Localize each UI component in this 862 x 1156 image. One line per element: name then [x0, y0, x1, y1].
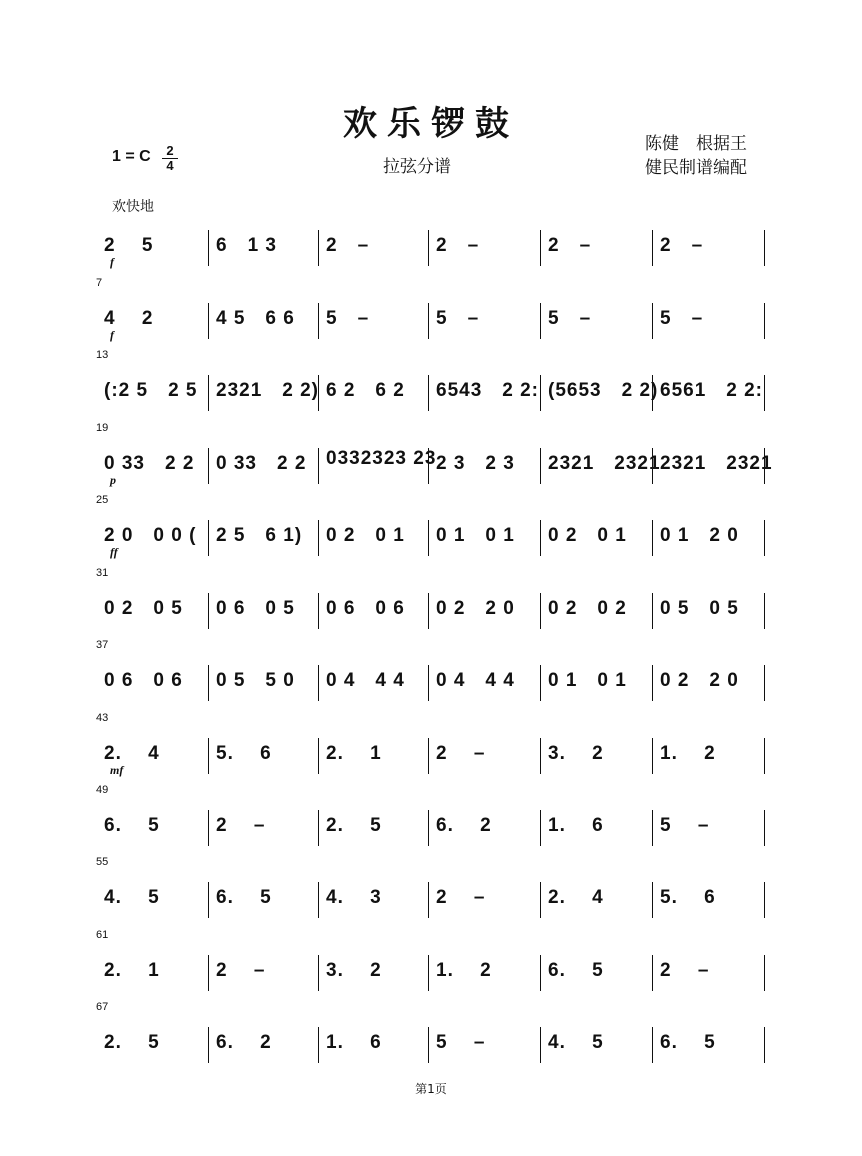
measure — [318, 210, 426, 270]
barline — [208, 955, 209, 991]
barline — [318, 448, 319, 484]
measure — [652, 428, 773, 488]
measure — [208, 573, 316, 633]
barline — [540, 375, 541, 411]
credit-line-2: 健民制谱编配 — [645, 158, 747, 178]
measure — [318, 645, 426, 705]
measure — [540, 645, 648, 705]
measure-notes: 1. 6 — [326, 1032, 382, 1053]
measure-notes: 0 6 0 6 — [326, 598, 405, 619]
barline — [428, 375, 429, 411]
measure-notes: 6. 2 — [436, 815, 492, 836]
measure-notes: 0332323 23 — [326, 448, 437, 469]
credit-line-1: 陈健 根据王 — [645, 134, 747, 154]
measure-notes: 2321 2 2) — [216, 380, 320, 401]
measure — [208, 500, 316, 560]
barline — [318, 665, 319, 701]
barline — [540, 448, 541, 484]
barline-end — [764, 738, 765, 774]
measure-notes: 5 – — [436, 308, 480, 329]
barline — [208, 375, 209, 411]
subtitle: 拉弦分谱 — [383, 157, 451, 177]
measure-notes: 2 5 6 1) — [216, 525, 303, 546]
barline — [540, 882, 541, 918]
barline — [540, 593, 541, 629]
measure-notes: 1. 2 — [660, 743, 716, 764]
system — [96, 712, 776, 778]
measure-notes: 6. 2 — [216, 1032, 272, 1053]
measure-number: 37 — [96, 639, 109, 651]
measure — [318, 428, 437, 488]
measure-notes: 4. 5 — [104, 887, 160, 908]
barline-end — [764, 230, 765, 266]
measure — [428, 283, 536, 343]
measure-notes: 5 – — [660, 815, 710, 836]
measure — [96, 862, 204, 922]
measure — [96, 935, 204, 995]
measure-notes: 4 2 — [104, 308, 154, 329]
measure — [318, 283, 426, 343]
barline — [318, 230, 319, 266]
page-title: 欢乐锣鼓 — [343, 104, 519, 144]
measure — [652, 573, 760, 633]
measure — [540, 500, 648, 560]
measure — [208, 355, 320, 415]
measure — [318, 500, 426, 560]
measure — [652, 790, 760, 850]
measure-notes: 1. 6 — [548, 815, 604, 836]
measure-number: 25 — [96, 494, 109, 506]
measure-notes: 6. 5 — [104, 815, 160, 836]
measure-notes: 6. 5 — [216, 887, 272, 908]
measure-notes: 6. 5 — [660, 1032, 716, 1053]
barline — [208, 1027, 209, 1063]
barline-end — [764, 1027, 765, 1063]
measure — [652, 718, 760, 778]
measure — [96, 645, 204, 705]
barline — [318, 303, 319, 339]
page-number: 第1页 — [415, 1082, 447, 1096]
measure-notes: 2 – — [326, 235, 370, 256]
barline-end — [764, 375, 765, 411]
measure-notes: 2 – — [548, 235, 592, 256]
measure-notes: 2 – — [660, 960, 710, 981]
measure-notes: 0 33 2 2 — [104, 453, 195, 474]
measure-notes: 0 2 0 1 — [548, 525, 627, 546]
measure — [208, 210, 316, 270]
barline — [652, 882, 653, 918]
measure — [540, 790, 648, 850]
measure-notes: 2. 5 — [104, 1032, 160, 1053]
measure-notes: 2. 4 — [548, 887, 604, 908]
measure-number: 67 — [96, 1001, 109, 1013]
measure — [652, 862, 760, 922]
barline — [428, 738, 429, 774]
measure-notes: (5653 2 2) — [548, 380, 659, 401]
barline — [652, 665, 653, 701]
measure-notes: 4. 3 — [326, 887, 382, 908]
measure — [540, 210, 648, 270]
measure-notes: 5 – — [660, 308, 704, 329]
measure-notes: 0 2 0 2 — [548, 598, 627, 619]
measure — [318, 355, 426, 415]
dynamic-marking: p — [110, 473, 116, 487]
barline — [428, 448, 429, 484]
system — [96, 210, 776, 270]
barline-end — [764, 882, 765, 918]
measure — [540, 862, 648, 922]
barline — [652, 230, 653, 266]
measure-notes: 6 2 6 2 — [326, 380, 405, 401]
barline — [428, 303, 429, 339]
measure-notes: 2321 2321 — [548, 453, 661, 474]
barline — [208, 665, 209, 701]
measure-notes: 4 5 6 6 — [216, 308, 295, 329]
measure — [428, 428, 536, 488]
measure-notes: 0 6 0 6 — [104, 670, 183, 691]
barline — [540, 810, 541, 846]
measure-notes: 0 6 0 5 — [216, 598, 295, 619]
measure-notes: 3. 2 — [326, 960, 382, 981]
measure-notes: 0 2 2 0 — [660, 670, 739, 691]
measure-notes: 0 1 0 1 — [436, 525, 515, 546]
barline — [652, 738, 653, 774]
measure — [208, 935, 316, 995]
measure — [540, 935, 648, 995]
barline — [208, 810, 209, 846]
barline — [318, 738, 319, 774]
barline — [318, 1027, 319, 1063]
system — [96, 856, 776, 922]
measure-notes: 4. 5 — [548, 1032, 604, 1053]
measure — [428, 355, 540, 415]
measure-notes: 0 33 2 2 — [216, 453, 307, 474]
barline — [318, 882, 319, 918]
measure — [540, 1007, 648, 1067]
measure — [318, 1007, 426, 1067]
measure-notes: 5 – — [326, 308, 370, 329]
meter-bottom: 4 — [162, 158, 178, 173]
measure-number: 49 — [96, 784, 109, 796]
meter-top: 2 — [166, 143, 174, 158]
measure-notes: (:2 5 2 5 — [104, 380, 198, 401]
measure — [540, 355, 659, 415]
barline-end — [764, 303, 765, 339]
measure-number: 31 — [96, 567, 109, 579]
measure — [318, 790, 426, 850]
barline — [428, 593, 429, 629]
system — [96, 1001, 776, 1067]
measure-notes: 2 – — [436, 235, 480, 256]
measure-notes: 5 – — [436, 1032, 486, 1053]
measure-notes: 5. 6 — [660, 887, 716, 908]
measure — [652, 283, 760, 343]
measure — [428, 935, 536, 995]
measure — [208, 283, 316, 343]
system — [96, 494, 776, 560]
barline-end — [764, 448, 765, 484]
barline — [540, 230, 541, 266]
measure — [652, 355, 764, 415]
measure — [652, 645, 760, 705]
system — [96, 277, 776, 343]
barline — [652, 520, 653, 556]
barline — [540, 665, 541, 701]
key-signature: 1 = C — [112, 148, 151, 165]
measure — [96, 1007, 204, 1067]
time-signature — [162, 144, 178, 173]
barline — [540, 738, 541, 774]
measure-notes: 0 2 0 5 — [104, 598, 183, 619]
measure-notes: 0 1 0 1 — [548, 670, 627, 691]
system — [96, 422, 776, 488]
barline — [428, 955, 429, 991]
measure-notes: 0 5 5 0 — [216, 670, 295, 691]
barline — [208, 738, 209, 774]
measure-number: 7 — [96, 277, 103, 289]
barline-end — [764, 955, 765, 991]
barline — [652, 303, 653, 339]
measure — [652, 500, 760, 560]
measure-notes: 0 5 0 5 — [660, 598, 739, 619]
system — [96, 639, 776, 705]
measure — [428, 718, 536, 778]
measure-notes: 5 – — [548, 308, 592, 329]
barline-end — [764, 810, 765, 846]
measure-notes: 2 – — [660, 235, 704, 256]
measure — [540, 718, 648, 778]
barline — [540, 303, 541, 339]
system — [96, 784, 776, 850]
barline — [540, 520, 541, 556]
measure — [428, 210, 536, 270]
barline — [318, 593, 319, 629]
barline — [652, 375, 653, 411]
measure-notes: 0 4 4 4 — [326, 670, 405, 691]
barline — [208, 520, 209, 556]
tempo-marking: 欢快地 — [112, 199, 154, 215]
measure-number: 13 — [96, 349, 109, 361]
measure-notes: 2 – — [436, 887, 486, 908]
measure-notes: 2321 2321 — [660, 453, 773, 474]
measure — [208, 718, 316, 778]
measure-notes: 0 2 0 1 — [326, 525, 405, 546]
dynamic-marking: f — [110, 328, 114, 342]
measure-notes: 2. 1 — [326, 743, 382, 764]
dynamic-marking: ff — [110, 545, 118, 559]
measure-notes: 6561 2 2: — [660, 380, 764, 401]
measure-notes: 2 5 — [104, 235, 154, 256]
measure — [208, 790, 316, 850]
barline — [428, 520, 429, 556]
measure-notes: 0 1 2 0 — [660, 525, 739, 546]
barline — [428, 665, 429, 701]
measure-notes: 2 – — [436, 743, 486, 764]
measure — [208, 862, 316, 922]
measure-notes: 3. 2 — [548, 743, 604, 764]
barline — [318, 810, 319, 846]
measure — [208, 1007, 316, 1067]
system — [96, 929, 776, 995]
barline — [652, 810, 653, 846]
measure — [318, 862, 426, 922]
barline — [208, 230, 209, 266]
barline-end — [764, 665, 765, 701]
measure-notes: 5. 6 — [216, 743, 272, 764]
measure — [428, 790, 536, 850]
barline — [540, 955, 541, 991]
credit — [645, 132, 747, 180]
dynamic-marking: mf — [110, 763, 124, 777]
measure-notes: 2 3 2 3 — [436, 453, 515, 474]
measure — [96, 355, 204, 415]
measure-notes: 1. 2 — [436, 960, 492, 981]
measure — [652, 210, 760, 270]
barline — [428, 1027, 429, 1063]
measure — [318, 718, 426, 778]
measure — [318, 935, 426, 995]
measure-notes: 2 – — [216, 815, 266, 836]
barline — [208, 593, 209, 629]
measure — [96, 790, 204, 850]
measure-notes: 2 0 0 0 ( — [104, 525, 197, 546]
measure — [540, 283, 648, 343]
measure — [540, 573, 648, 633]
dynamic-marking: f — [110, 255, 114, 269]
measure — [318, 573, 426, 633]
measure-notes: 2. 4 — [104, 743, 160, 764]
measure-notes: 2 – — [216, 960, 266, 981]
barline — [208, 882, 209, 918]
measure — [540, 428, 661, 488]
barline — [652, 955, 653, 991]
measure — [208, 645, 316, 705]
barline — [318, 375, 319, 411]
barline — [208, 303, 209, 339]
measure-notes: 6 1 3 — [216, 235, 277, 256]
measure-notes: 6543 2 2: — [436, 380, 540, 401]
measure-notes: 0 2 2 0 — [436, 598, 515, 619]
barline — [428, 810, 429, 846]
barline — [652, 1027, 653, 1063]
measure — [96, 573, 204, 633]
measure-number: 43 — [96, 712, 109, 724]
barline — [208, 448, 209, 484]
measure-number: 19 — [96, 422, 109, 434]
measure — [428, 500, 536, 560]
barline — [428, 230, 429, 266]
measure-number: 55 — [96, 856, 109, 868]
barline-end — [764, 593, 765, 629]
barline — [318, 955, 319, 991]
system — [96, 567, 776, 633]
measure — [428, 862, 536, 922]
measure-notes: 2. 1 — [104, 960, 160, 981]
barline — [318, 520, 319, 556]
barline — [428, 882, 429, 918]
measure — [652, 1007, 760, 1067]
measure — [428, 645, 536, 705]
barline — [540, 1027, 541, 1063]
barline — [652, 448, 653, 484]
barline-end — [764, 520, 765, 556]
system — [96, 349, 776, 415]
measure — [208, 428, 316, 488]
measure-notes: 6. 5 — [548, 960, 604, 981]
barline — [652, 593, 653, 629]
measure-notes: 2. 5 — [326, 815, 382, 836]
measure-number: 61 — [96, 929, 109, 941]
measure — [428, 573, 536, 633]
measure — [428, 1007, 536, 1067]
measure — [652, 935, 760, 995]
measure-notes: 0 4 4 4 — [436, 670, 515, 691]
